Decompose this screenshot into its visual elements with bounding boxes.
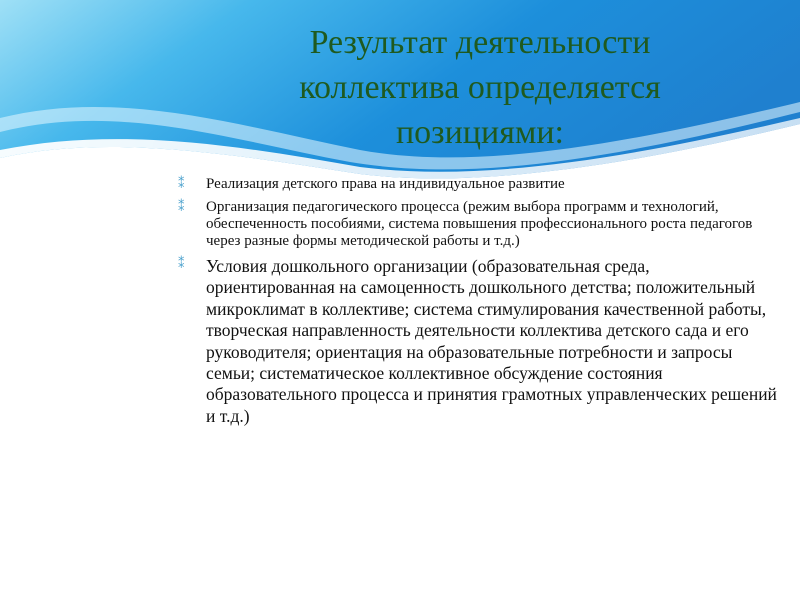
title-line-1: Результат деятельности xyxy=(309,24,651,61)
bullet-text-2: Организация педагогического процесса (режим выбора программ и технологий, обеспеченность пособиями, система повышения профессионального роста педагогов через разные формы методической работы и т.д.) xyxy=(206,199,753,249)
bullet-marker-icon: ⁑ xyxy=(178,200,185,215)
bullet-item-1 xyxy=(178,176,778,193)
title-line-3: позициями: xyxy=(395,114,564,151)
bullet-text-1: Реализация детского права на индивидуальное развитие xyxy=(206,176,565,192)
bullet-marker-icon: ⁑ xyxy=(178,177,185,192)
bullet-text-3: Условия дошкольного организации (образовательная среда, ориентированная на самоценность дошкольного детства; положительный микроклимат в коллективе; система стимулирования качественной работы, творческая направленность деятельности коллектива детского сада и его руководителя; ориентация на образовательные потребности и запросы семьи; систематическое коллективное обсуждение состояния образовательного процесса и принятия грамотных управленческих решений и т.д.) xyxy=(206,256,777,426)
title-line-2: коллектива определяется xyxy=(299,69,661,106)
bullet-item-2 xyxy=(178,199,778,250)
slide-title xyxy=(230,20,730,155)
bullet-item-3 xyxy=(178,256,778,427)
bullet-marker-icon: ⁑ xyxy=(178,257,185,272)
bullet-list xyxy=(178,176,778,433)
